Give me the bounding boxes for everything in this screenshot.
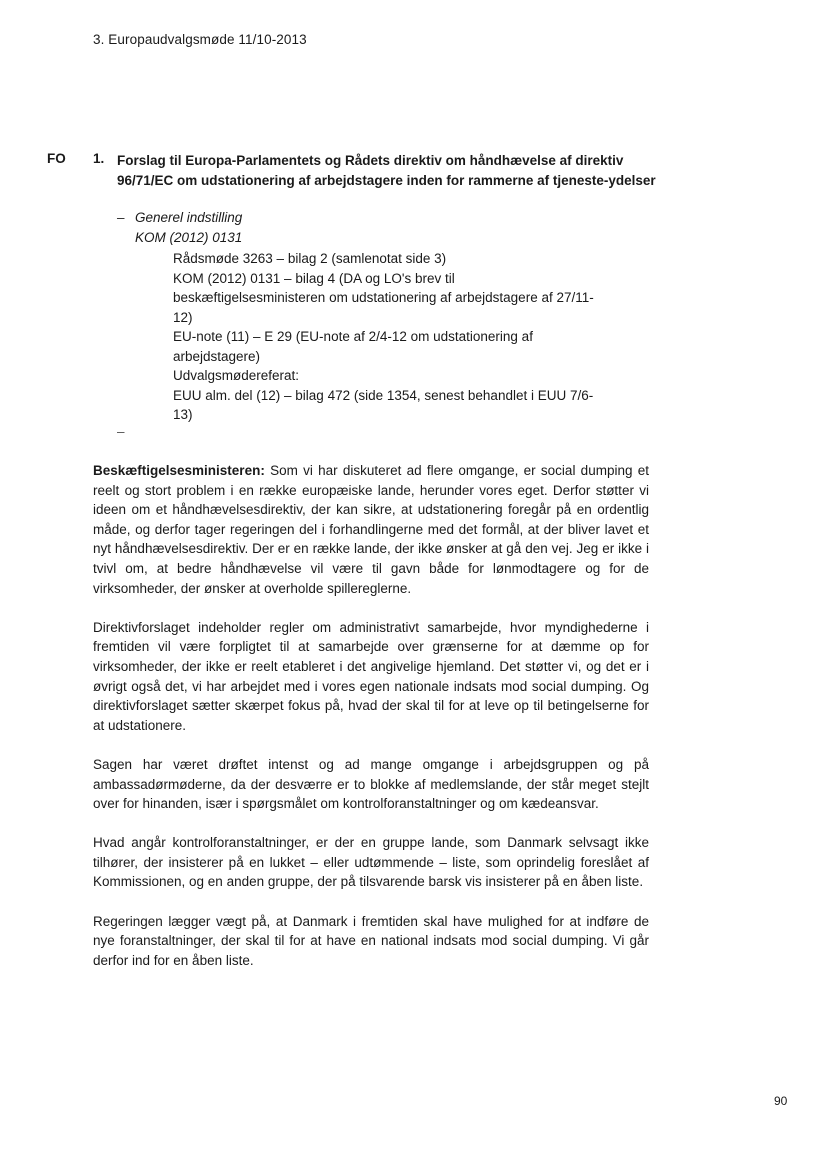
agenda-item-number: 1. <box>93 151 105 166</box>
minutes-body <box>93 461 649 990</box>
speaker-name: Beskæftigelsesministeren: <box>93 463 265 478</box>
paragraph-text: Som vi har diskuteret ad flere omgange, er social dumping et reelt og stort problem i en række europæiske lande, herunder vores eget. Derfor støtter vi ideen om et håndhævelsesdirektiv, der kan sikre, at udstationering foregår på en ordentlig måde, og derfor tager regeringen del i forhandlingerne med det formål, at der bliver lavet et nyt håndhævelsesdirektiv. Der er en række lande, der ikke ønsker at gå den vej. Jeg er ikke i tvivl om, at bedre håndhævelse vil være til gavn både for lønmodtagere og for de virksomheder, der ønsker at overholde spillereglerne. <box>93 463 649 596</box>
trailing-dash: – <box>117 424 125 439</box>
minutes-paragraph: Direktivforslaget indeholder regler om administrativt samarbejde, hvor myndighederne i fremtiden vil være forpligtet til at samarbejde over grænserne for at dæmme op for virksomheder, der ikke er reelt etableret i det angivelige hjemland. Det støtter vi, og det er i øvrigt også det, vi har arbejdet med i vores egen nationale indsats mod social dumping. Og direktivforslaget sætter skærpet fokus på, hvad der skal til for at leve op til betingelserne for at udstationere. <box>93 619 649 733</box>
page-header: 3. Europaudvalgsmøde 11/10-2013 <box>93 32 307 47</box>
minutes-paragraph: Hvad angår kontrolforanstaltninger, er der en gruppe lande, som Danmark selvsagt ikke tilhører, der insisterer på en lukket – eller udtømmende – liste, som oprindelig foreslået af Kommissionen, og en anden gruppe, der på tilsvarende barsk vis insisterer på en åben liste. <box>93 835 649 890</box>
agenda-tag: FO <box>47 151 66 166</box>
subitem-label: Generel indstilling <box>135 210 243 225</box>
minutes-paragraph: Regeringen lægger vægt på, at Danmark i fremtiden skal have mulighed for at indføre de nye foranstaltninger, der skal til for at have en national indsats mod social dumping. Vi går derfor ind for en åben liste. <box>93 913 649 968</box>
reference-item: Udvalgsmødereferat: <box>173 368 300 383</box>
subitem-dash: – <box>117 210 125 225</box>
agenda-item-title: Forslag til Europa-Parlamentets og Rådets direktiv om håndhævelse af direktiv 96/71/EC om udstationering af arbejdstagere inden for rammerne af tjeneste-ydelser <box>117 153 656 188</box>
reference-item: EUU alm. del (12) – bilag 472 (side 1354, senest behandlet i EUU 7/6-13) <box>173 387 594 422</box>
reference-item: EU-note (11) – E 29 (EU-note af 2/4-12 om udstationering af arbejdstagere) <box>173 329 533 364</box>
minutes-paragraph: Sagen har været drøftet intenst og ad mange omgange i arbejdsgruppen og på ambassadørmøderne, da der desværre er to blokke af medlemslande, der står meget stejlt over for hinanden, især i spørgsmålet om kontrolforanstaltninger og om kædeansvar. <box>93 756 649 812</box>
reference-item: Rådsmøde 3263 – bilag 2 (samlenotat side 3) <box>173 251 447 266</box>
subitem-reference: KOM (2012) 0131 <box>135 230 243 245</box>
reference-item: KOM (2012) 0131 – bilag 4 (DA og LO's brev til beskæftigelsesministeren om udstationering af arbejdstagere af 27/11-12) <box>173 270 594 325</box>
reference-list <box>173 249 603 425</box>
minutes-paragraph <box>93 461 649 598</box>
page-number: 90 <box>774 1094 788 1108</box>
